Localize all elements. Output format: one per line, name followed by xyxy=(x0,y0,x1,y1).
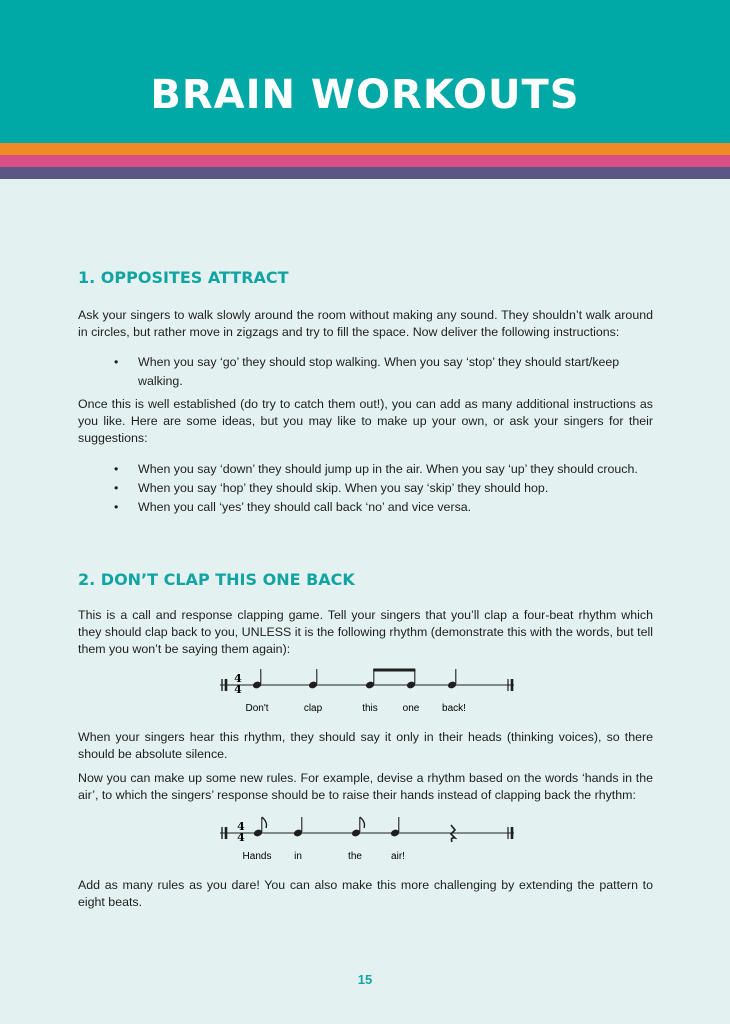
section2-new-rules: Now you can make up some new rules. For example, devise a rhythm based on the words ‘hands in the air’, to which the singers’ response should be to raise their hands instead of clapping back the rhythm: xyxy=(78,771,653,802)
section2-closing: Add as many rules as you dare! You can also make this more challenging by extending the pattern to eight beats. xyxy=(78,878,653,909)
quarter-note xyxy=(252,669,262,689)
rhythm-word: in xyxy=(294,851,302,862)
rhythm-word: one xyxy=(402,703,420,714)
rhythm-word: the xyxy=(348,851,362,862)
section1-intro: Ask your singers to walk slowly around the room without making any sound. They shouldn’t walk around in circles, but rather move in zigzags and try to fill the space. Now deliver the following instructions: xyxy=(78,308,653,339)
list-item: • When you say ‘go’ they should stop walking. When you say ‘stop’ they should start/keep walking. xyxy=(78,353,653,391)
rhythm-word: clap xyxy=(303,703,323,714)
section2-heading: 2. DON’T CLAP THIS ONE BACK xyxy=(78,570,355,589)
orange-stripe xyxy=(0,143,730,155)
list-item: • When you say ‘down’ they should jump up in the air. When you say ‘up’ they should crouch. xyxy=(78,460,653,479)
quarter-note xyxy=(447,669,457,689)
rhythm-word: this xyxy=(362,703,378,714)
section1-heading: 1. OPPOSITES ATTRACT xyxy=(78,268,289,287)
section2-after-rhythm: When your singers hear this rhythm, they should say it only in their heads (thinking voices), so there should be absolute silence. xyxy=(78,730,653,761)
eighth-note xyxy=(253,817,267,837)
beamed-eighth-notes xyxy=(365,669,416,690)
page-number: 15 xyxy=(357,972,373,987)
time-signature-top: 4 xyxy=(234,672,242,685)
pink-stripe xyxy=(0,155,730,167)
rhythm-notation-1 xyxy=(78,666,653,716)
list-item: • When you say ‘hop’ they should skip. When you say ‘skip’ they should hop. xyxy=(78,479,653,498)
main-content xyxy=(78,268,653,911)
rhythm-notation-2 xyxy=(78,814,653,864)
rhythm-word: air! xyxy=(391,851,405,862)
time-signature-bottom: 4 xyxy=(237,831,245,844)
section2-intro: This is a call and response clapping game. Tell your singers that you’ll clap a four-beat rhythm which they should clap back to you, UNLESS it is the following rhythm (demonstrate this with the words, but tell them you won’t be saying them again): xyxy=(78,608,653,656)
quarter-note xyxy=(390,817,400,837)
rhythm-word: back! xyxy=(442,703,466,714)
quarter-note xyxy=(293,817,303,837)
section1-bullets-a xyxy=(78,353,653,391)
list-item: • When you call ‘yes’ they should call back ‘no’ and vice versa. xyxy=(78,498,653,517)
section1-middle: Once this is well established (do try to catch them out!), you can add as many additional instructions as you like. Here are some ideas, but you may like to make up your own, or ask your singers for their suggestions: xyxy=(78,397,653,445)
rhythm-word: Don't xyxy=(245,703,269,714)
time-signature-bottom: 4 xyxy=(234,683,242,696)
quarter-note xyxy=(308,669,318,689)
page-header xyxy=(0,0,730,143)
rhythm-word: Hands xyxy=(242,851,272,862)
section1-bullets-b xyxy=(78,460,653,517)
time-signature-top: 4 xyxy=(237,820,245,833)
eighth-note xyxy=(351,817,365,837)
page-title: BRAIN WORKOUTS xyxy=(150,72,580,118)
purple-stripe xyxy=(0,167,730,179)
